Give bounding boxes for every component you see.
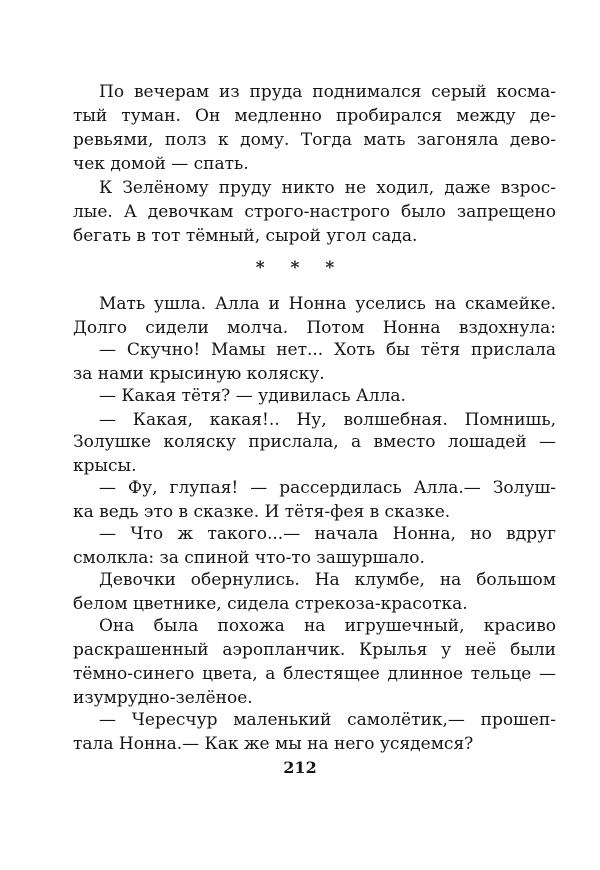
text-line: тала Нонна.— Как же мы на него усядемся? [73, 734, 474, 754]
text-line: — Чересчур маленький самолётик,— прошеп- [99, 710, 556, 730]
text-line: Золушке коляску прислала, а вместо лошадей — [73, 432, 556, 452]
text-line: — Какая тётя? — удивилась Алла. [99, 386, 406, 406]
text-line: смолкла: за спиной что-то зашуршало. [73, 548, 425, 568]
text-line: тый туман. Он медленно пробирался между де- [73, 106, 556, 126]
text-line: раскрашенный аэропланчик. Крылья у неё были [73, 640, 556, 660]
text-line: Она была похожа на игрушечный, красиво [99, 616, 556, 636]
text-line: бегать в тот тёмный, сырой угол сада. [73, 226, 418, 246]
text-line: — Что ж такого...— начала Нонна, но вдруг [99, 524, 556, 544]
text-line: К Зелёному пруду никто не ходил, даже взрос- [99, 178, 556, 198]
text-line: Долго сидели молча. Потом Нонна вздохнула: [73, 318, 556, 338]
text-line: лые. А девочкам строго-настрого было запрещено [73, 202, 556, 222]
text-line: чек домой — спать. [73, 154, 249, 174]
text-line: ревьями, полз к дому. Тогда мать загоняла дево- [73, 130, 556, 150]
text-line: — Скучно! Мамы нет... Хоть бы тётя прислала [99, 340, 556, 360]
text-line: Мать ушла. Алла и Нонна уселись на скамейке. [99, 294, 556, 314]
text-line: крысы. [73, 456, 137, 476]
text-line: за нами крысиную коляску. [73, 364, 325, 384]
text-line: По вечерам из пруда поднимался серый косма- [99, 82, 556, 102]
text-line: тёмно-синего цвета, а блестящее длинное тельце — [73, 664, 556, 684]
text-line: изумрудно-зелёное. [73, 688, 253, 708]
text-line: — Какая, какая!.. Ну, волшебная. Помнишь, [99, 410, 556, 430]
text-line: Девочки обернулись. На клумбе, на большом [99, 570, 556, 590]
text-line: ка ведь это в сказке. И тётя-фея в сказке. [73, 502, 451, 522]
section-separator: * * * [255, 258, 345, 278]
text-line: — Фу, глупая! — рассердилась Алла.— Золуш- [99, 478, 556, 498]
text-line: белом цветнике, сидела стрекоза-красотка. [73, 594, 468, 614]
page-number: 212 [283, 758, 317, 777]
